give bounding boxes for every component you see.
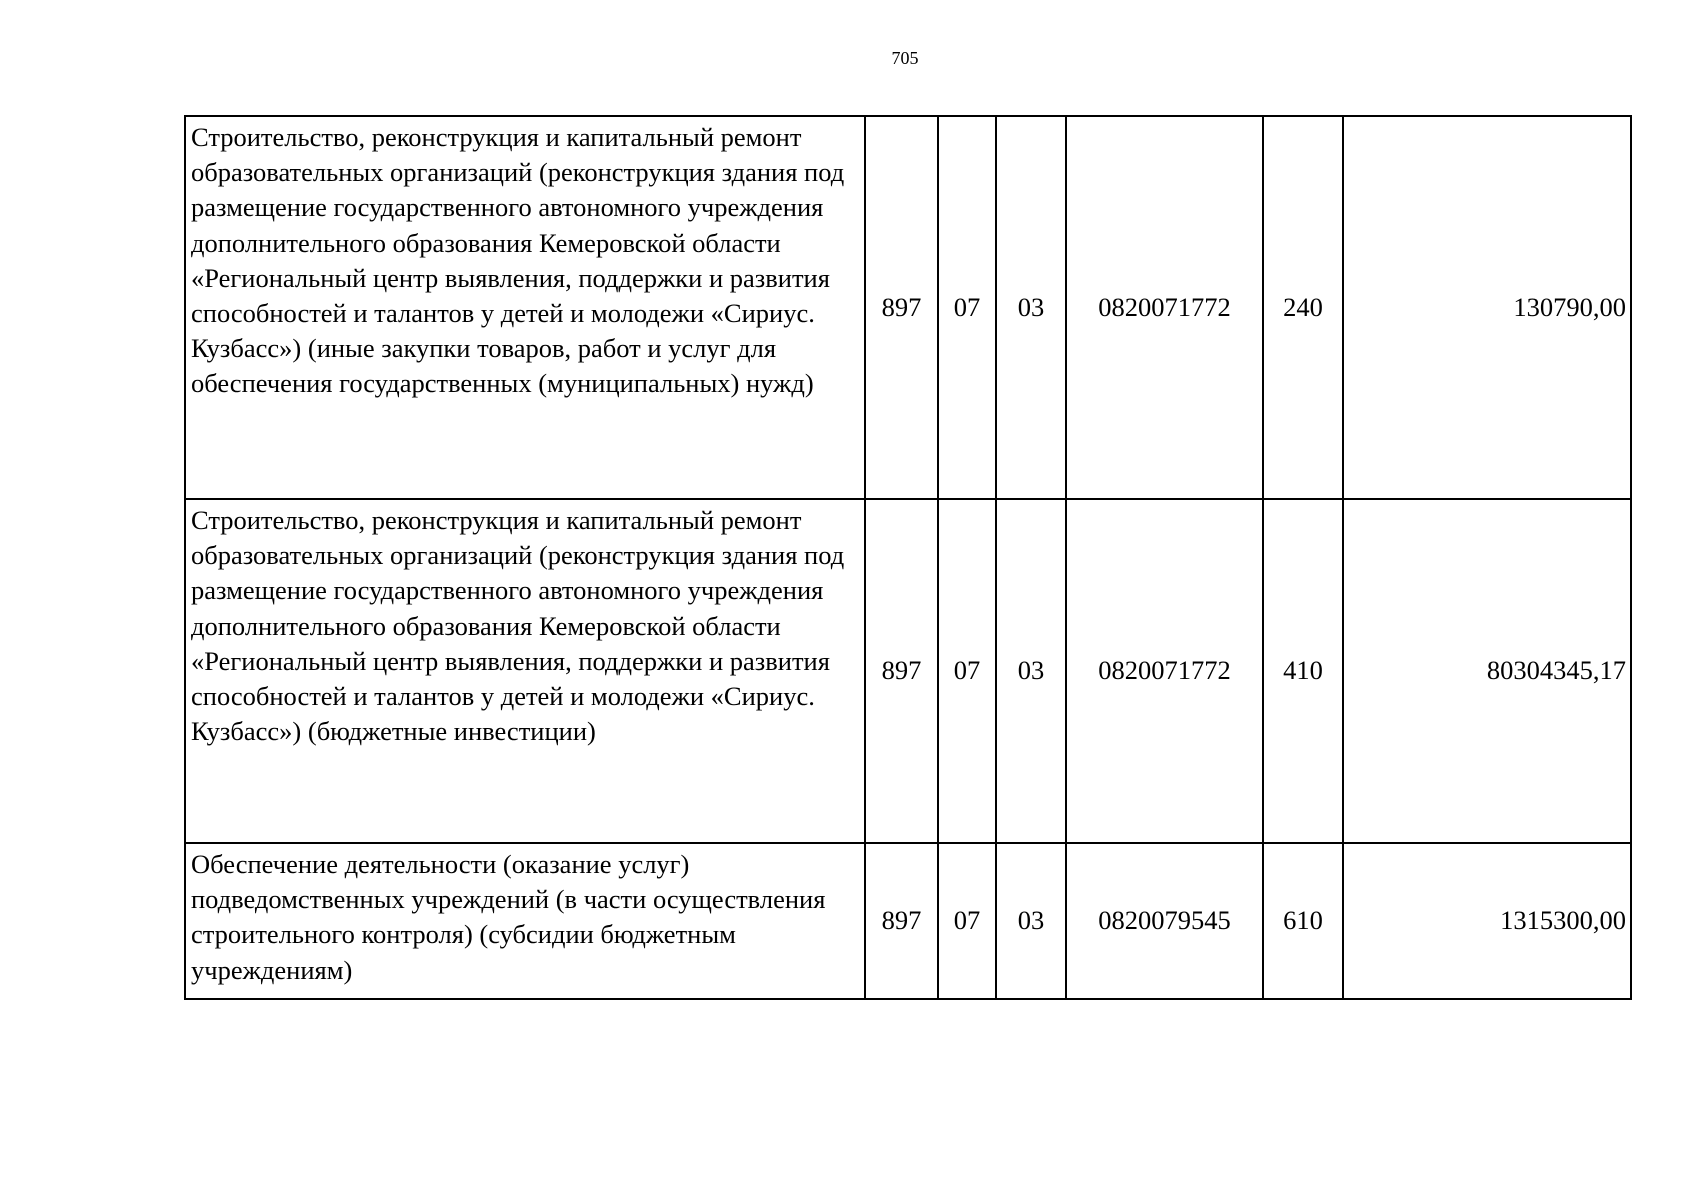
table-row bbox=[185, 499, 1631, 843]
table-row bbox=[185, 116, 1631, 499]
section-cell: 07 bbox=[938, 116, 996, 499]
amount-cell: 130790,00 bbox=[1343, 116, 1631, 499]
ministry-code-cell: 897 bbox=[865, 116, 938, 499]
subsection-cell: 03 bbox=[996, 116, 1066, 499]
amount-cell: 80304345,17 bbox=[1343, 499, 1631, 843]
expense-type-cell: 410 bbox=[1263, 499, 1343, 843]
subsection-cell: 03 bbox=[996, 499, 1066, 843]
section-cell: 07 bbox=[938, 843, 996, 999]
table-row bbox=[185, 843, 1631, 999]
section-cell: 07 bbox=[938, 499, 996, 843]
description-cell: Обеспечение деятельности (оказание услуг) подведомственных учреждений (в части осуществления строительного контроля) (субсидии бюджетным учреждениям) bbox=[185, 843, 865, 999]
page-number: 705 bbox=[891, 48, 919, 68]
target-article-cell: 0820071772 bbox=[1066, 499, 1263, 843]
target-article-cell: 0820079545 bbox=[1066, 843, 1263, 999]
ministry-code-cell: 897 bbox=[865, 499, 938, 843]
subsection-cell: 03 bbox=[996, 843, 1066, 999]
amount-cell: 1315300,00 bbox=[1343, 843, 1631, 999]
expense-type-cell: 610 bbox=[1263, 843, 1343, 999]
ministry-code-cell: 897 bbox=[865, 843, 938, 999]
expense-type-cell: 240 bbox=[1263, 116, 1343, 499]
budget-table bbox=[184, 115, 1632, 1000]
target-article-cell: 0820071772 bbox=[1066, 116, 1263, 499]
description-cell: Строительство, реконструкция и капитальный ремонт образовательных организаций (реконструкция здания под размещение государственного автономного учреждения дополнительного образования Кемеровской области «Региональный центр выявления, поддержки и развития способностей и талантов у детей и молодежи «Сириус. Кузбасс») (бюджетные инвестиции) bbox=[185, 499, 865, 843]
description-cell: Строительство, реконструкция и капитальный ремонт образовательных организаций (реконструкция здания под размещение государственного автономного учреждения дополнительного образования Кемеровской области «Региональный центр выявления, поддержки и развития способностей и талантов у детей и молодежи «Сириус. Кузбасс») (иные закупки товаров, работ и услуг для обеспечения государственных (муниципальных) нужд) bbox=[185, 116, 865, 499]
